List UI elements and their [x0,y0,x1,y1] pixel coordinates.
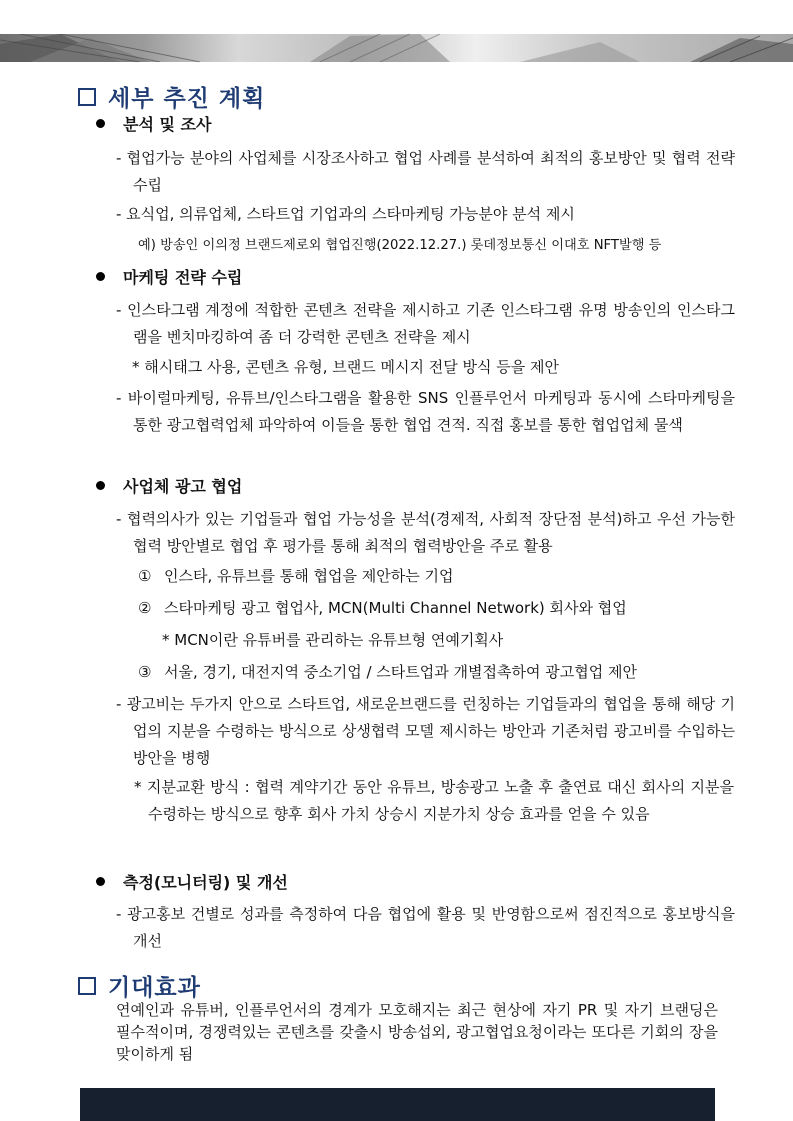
subheading-ad [96,474,242,497]
bullet-dot-icon [96,119,105,128]
subheading-text: 분석 및 조사 [123,115,212,134]
ad-circled-item-1 [138,563,453,590]
subheading-analysis [96,112,211,135]
circled-text: 인스타, 유튜브를 통해 협업을 제안하는 기업 [164,567,454,585]
header-banner-image [0,34,793,62]
analysis-example: 예) 방송인 이의정 브랜드제로외 협업진행(2022.12.27.) 롯데정보통신 이대호 NFT발행 등 [138,238,662,253]
ad-circled-item-2 [138,595,627,622]
subheading-text: 마케팅 전략 수립 [123,268,243,287]
circled-number: ① [138,567,152,585]
circled-number: ② [138,599,152,617]
analysis-item-2: - 요식업, 의류업체, 스타트업 기업과의 스타마케팅 가능분야 분석 제시 [116,205,575,223]
footer-bar [80,1088,715,1121]
ad-note-2: * 지분교환 방식 : 협력 계약기간 동안 유튜브, 방송광고 노출 후 출연료 대신 회사의 지분을 수령하는 방식으로 향후 회사 가치 상승시 지분가치 상승 효과를 얻을 수 있음 [134,778,734,823]
circled-text: 스타마케팅 광고 협업사, MCN(Multi Channel Network) 회사와 협업 [164,599,627,617]
bullet-dot-icon [96,272,105,281]
measure-item-1: - 광고홍보 건별로 성과를 측정하여 다음 협업에 활용 및 반영함으로써 점진적으로 홍보방식을 개선 [116,905,735,950]
marketing-note-1: * 해시태그 사용, 콘텐츠 유형, 브랜드 메시지 전달 방식 등을 제안 [132,358,559,376]
ad-item-2: - 광고비는 두가지 안으로 스타트업, 새로운브랜드를 런칭하는 기업들과의 협업을 통해 해당 기업의 지분을 수령하는 방식으로 상생협력 모델 제시하는 방안과 기존처럼 광고비를 수입하는 방안을 병행 [116,695,735,767]
ad-mcn-note: * MCN이란 유튜버를 관리하는 유튜브형 연예기획사 [162,631,504,649]
section-title-text: 기대효과 [108,975,201,1001]
subheading-text: 사업체 광고 협업 [123,477,243,496]
section-title-effect [78,969,201,1002]
subheading-measure [96,870,288,893]
circled-number: ③ [138,663,152,681]
subheading-marketing [96,265,242,288]
marketing-item-2: - 바이럴마케팅, 유튜브/인스타그램을 활용한 SNS 인플루언서 마케팅과 동시에 스타마케팅을 통한 광고협력업체 파악하여 이들을 통한 협업 견적. 직접 홍보를 통한 협업업체 물색 [116,389,735,434]
marketing-item-1: - 인스타그램 계정에 적합한 콘텐츠 전략을 제시하고 기존 인스타그램 유명 방송인의 인스타그램을 벤치마킹하여 좀 더 강력한 콘텐츠 전략을 제시 [116,301,735,346]
effect-body: 연예인과 유튜버, 인플루언서의 경계가 모호해지는 최근 현상에 자기 PR 및 자기 브랜딩은 필수적이며, 경쟁력있는 콘텐츠를 갖출시 방송섭외, 광고협업요청이라는 또다른 기회의 장을 맞이하게 됨 [116,1001,718,1063]
bullet-dot-icon [96,877,105,886]
checkbox-square-icon [78,977,96,995]
section-title-plan [78,80,265,113]
subheading-text: 측정(모니터링) 및 개선 [123,873,288,892]
ad-circled-item-3 [138,659,637,686]
ad-item-1: - 협력의사가 있는 기업들과 협업 가능성을 분석(경제적, 사회적 장단점 분석)하고 우선 가능한 협력 방안별로 협업 후 평가를 통해 최적의 협력방안을 주로 활용 [116,510,735,555]
analysis-item-1: - 협업가능 분야의 사업체를 시장조사하고 협업 사례를 분석하여 최적의 홍보방안 및 협력 전략 수립 [116,149,735,194]
section-title-text: 세부 추진 계획 [108,86,266,112]
bullet-dot-icon [96,481,105,490]
checkbox-square-icon [78,88,96,106]
circled-text: 서울, 경기, 대전지역 중소기업 / 스타트업과 개별접촉하여 광고협업 제안 [164,663,637,681]
